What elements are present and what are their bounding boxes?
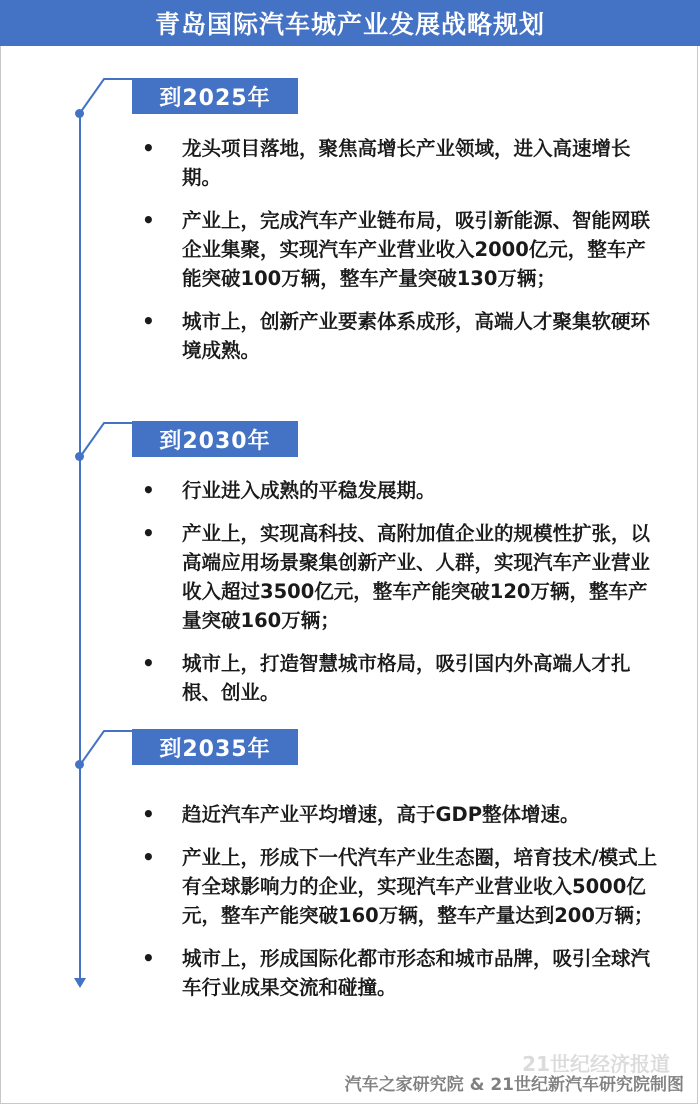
list-item: • 城市上，创新产业要素体系成形，高端人才聚集软硬环境成熟。: [142, 309, 651, 362]
list-item: • 趋近汽车产业平均增速，高于GDP整体增速。: [142, 802, 580, 826]
section-2035-list: [140, 800, 660, 1016]
list-item: • 产业上，完成汽车产业链布局，吸引新能源、智能网联企业集聚，实现汽车产业营业收入2000亿元，整车产能突破100万辆，整车产量突破130万辆；: [142, 208, 651, 290]
watermark: 21世纪经济报道: [522, 1052, 670, 1076]
list-item: • 龙头项目落地，聚焦高增长产业领域，进入高速增长期。: [142, 136, 631, 189]
section-2025-list: [140, 134, 660, 379]
year-tag-2035: 到2035年: [132, 729, 298, 765]
list-item: • 城市上，形成国际化都市形态和城市品牌，吸引全球汽车行业成果交流和碰撞。: [142, 946, 651, 999]
section-2030-list: [140, 476, 660, 721]
timeline-connector: [78, 729, 134, 767]
list-item: • 产业上，实现高科技、高附加值企业的规模性扩张，以高端应用场景聚集创新产业、人群，实现汽车产业营业收入超过3500亿元，整车产能突破120万辆，整车产量突破160万辆；: [142, 521, 651, 632]
timeline-connector: [78, 421, 134, 459]
list-item: • 产业上，形成下一代汽车产业生态圈，培育技术/模式上有全球影响力的企业，实现汽车产业营业收入5000亿元，整车产能突破160万辆，整车产量达到200万辆；: [142, 845, 658, 927]
timeline-connector: [78, 77, 134, 115]
timeline-line: [79, 114, 81, 980]
list-item: • 行业进入成熟的平稳发展期。: [142, 478, 436, 502]
year-tag-2030: 到2030年: [132, 421, 298, 457]
list-item: • 城市上，打造智慧城市格局，吸引国内外高端人才扎根、创业。: [142, 651, 631, 704]
page-title: 青岛国际汽车城产业发展战略规划: [0, 0, 700, 46]
year-tag-2025: 到2025年: [132, 78, 298, 114]
source-credit: 汽车之家研究院 & 21世纪新汽车研究院制图: [344, 1075, 684, 1095]
timeline-arrow-icon: [74, 978, 86, 988]
